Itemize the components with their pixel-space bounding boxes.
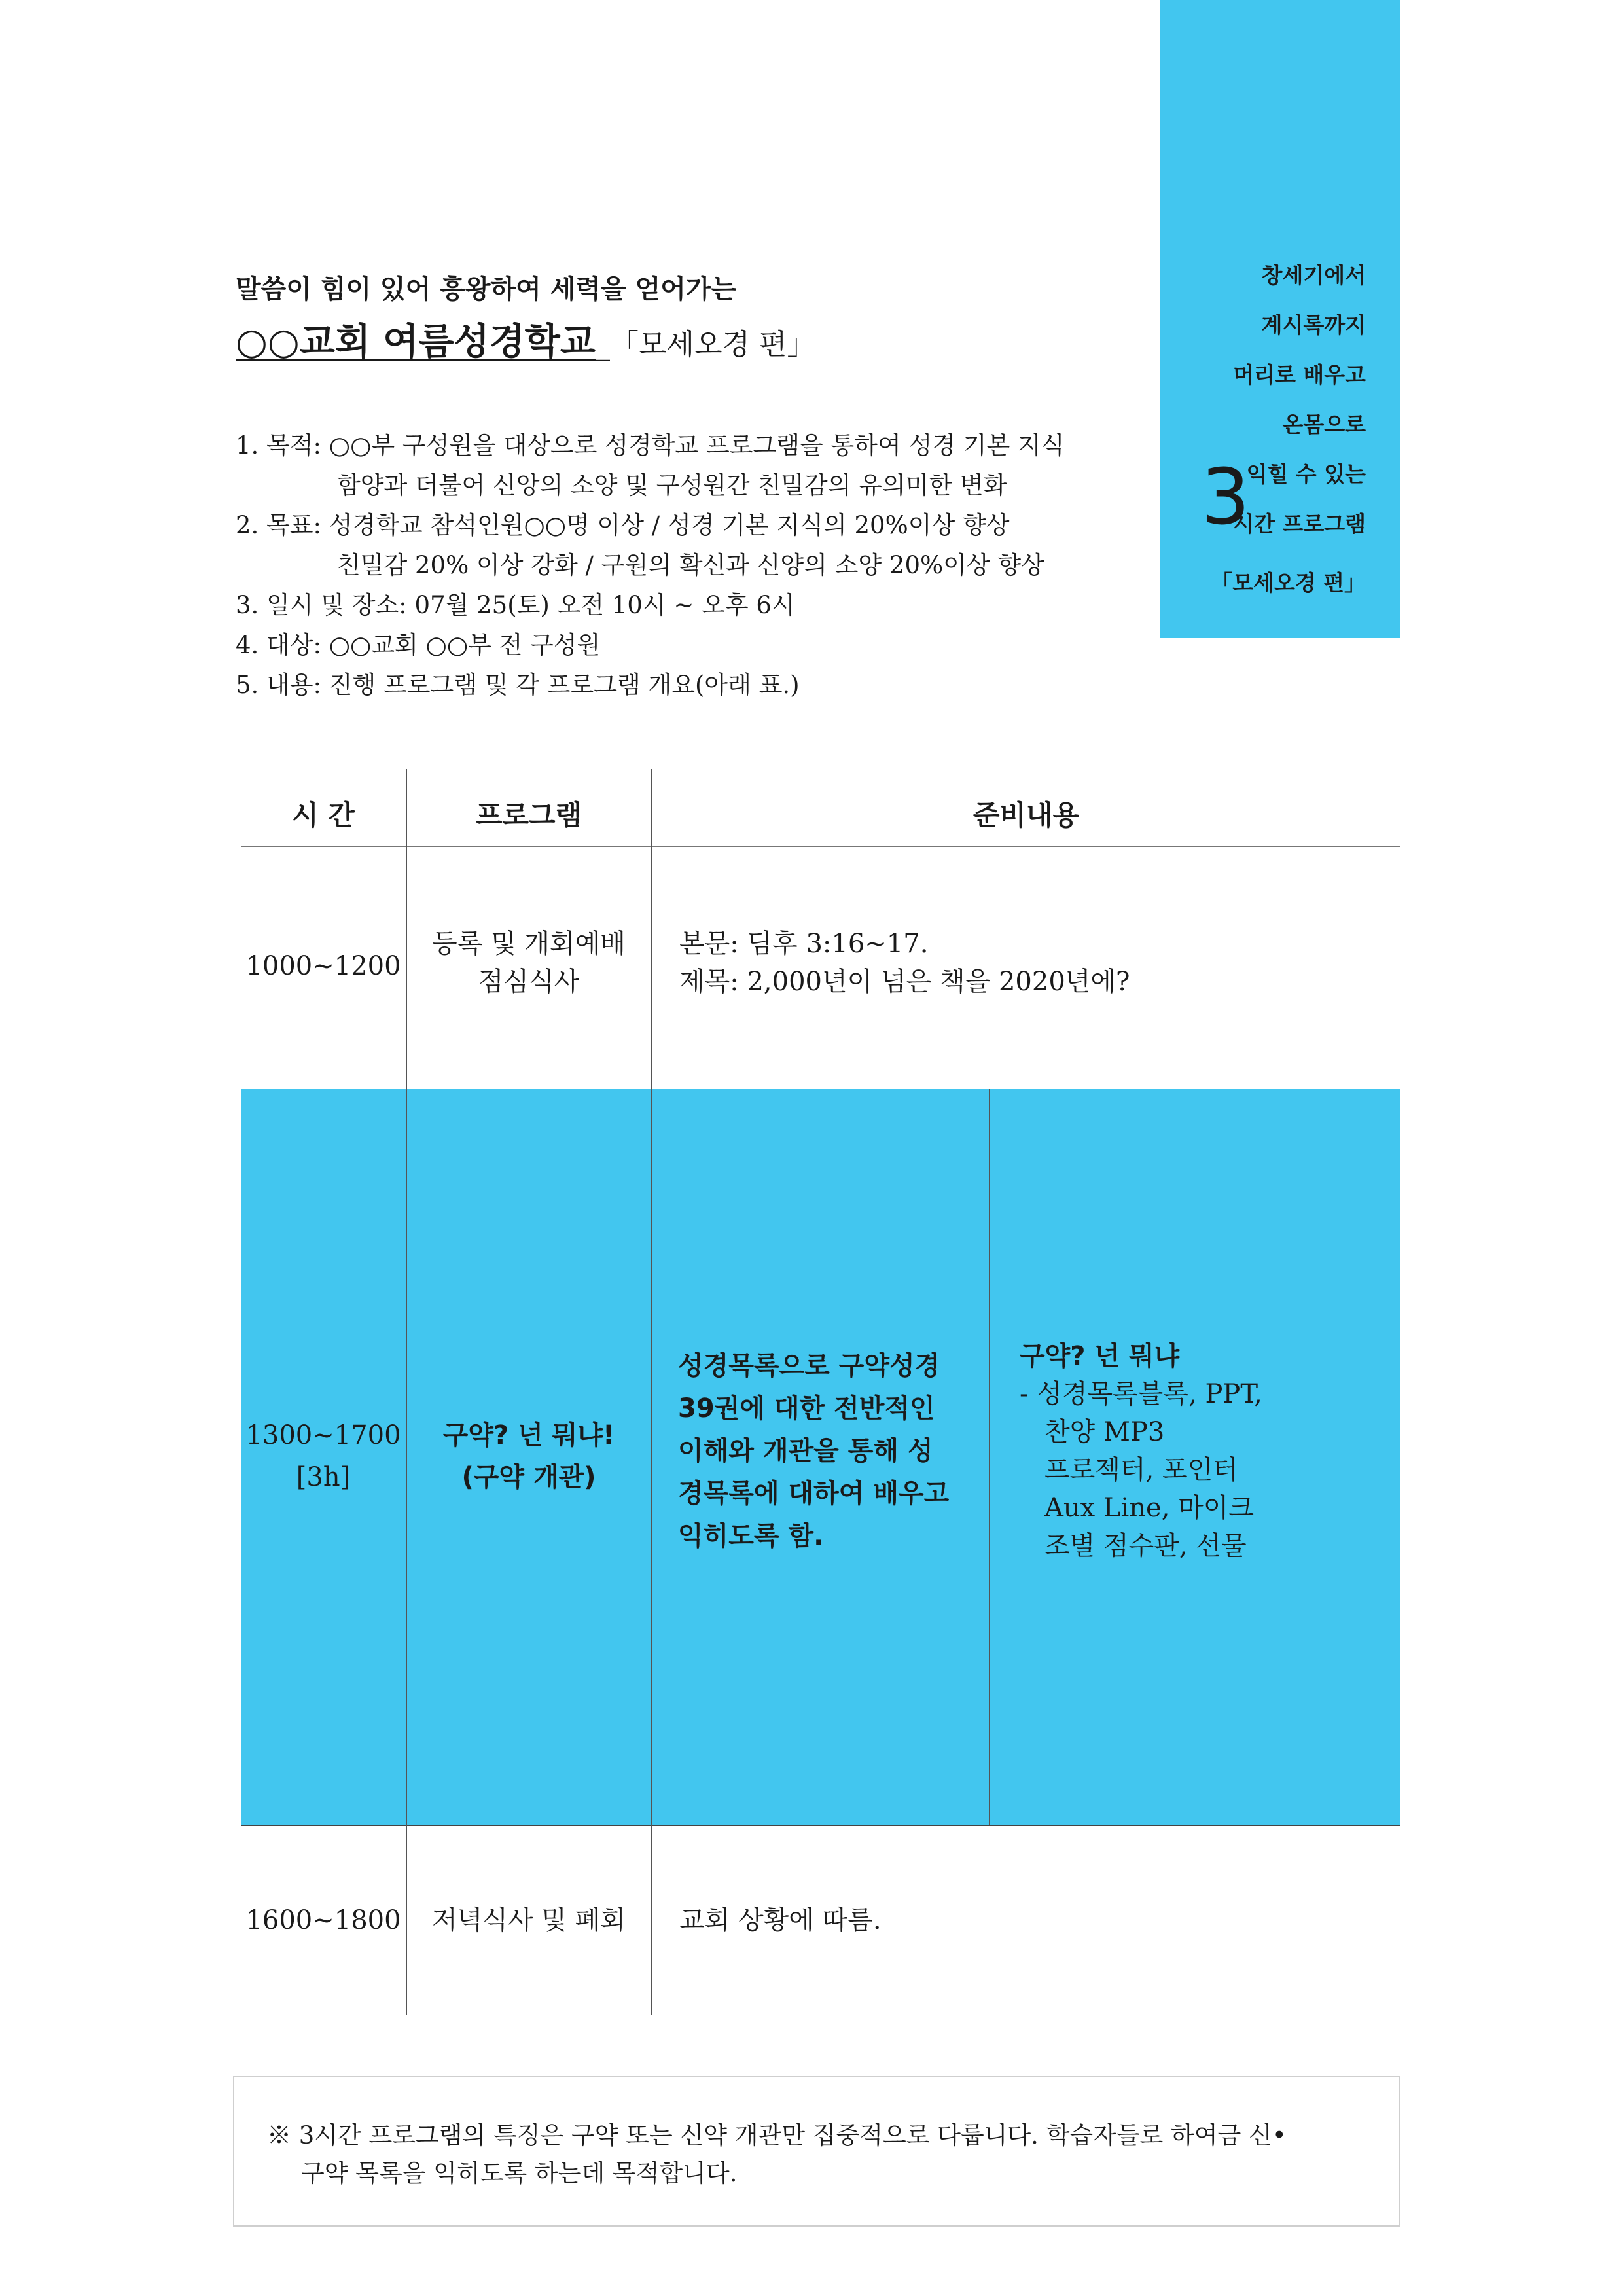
row2-time: [241, 1414, 406, 1498]
footnote-box: [233, 2076, 1400, 2227]
row1-program-line2: 점심식사: [478, 967, 580, 997]
banner-big-number: 3: [1201, 452, 1251, 542]
list-text: 성경학교 참석인원○○명 이상 / 성경 기본 지식의 20%이상 향상: [329, 511, 1010, 539]
program-banner: [1160, 0, 1400, 638]
footnote-line1: ※ 3시간 프로그램의 특징은 구약 또는 신약 개관만 집중적으로 다룹니다. 학습자들로 하여금 신•: [267, 2121, 1287, 2149]
row2-description: [678, 1345, 979, 1558]
banner-edition: 「모세오경 편」: [1211, 570, 1366, 596]
banner-line-4: 온몸으로: [1282, 412, 1366, 437]
row3-program: 저녁식사 및 폐회: [432, 1905, 626, 1935]
row2-program-line2: (구약 개관): [461, 1462, 596, 1492]
column-divider-2: [651, 769, 652, 2015]
banner-line-5: 익힐 수 있는: [1246, 461, 1366, 487]
header-program: 프로그램: [475, 799, 582, 831]
row1-time: 1000~1200: [245, 951, 401, 981]
list-label: 2. 목표:: [236, 511, 329, 539]
row2-materials-line: - 성경목록블록, PPT,: [1020, 1379, 1262, 1409]
row2-materials-title: 구약? 넌 뭐냐: [1020, 1341, 1180, 1371]
row2-program-line1: 구약? 넌 뭐냐!: [442, 1420, 615, 1450]
row1-prep-line2: 제목: 2,000년이 넘은 책을 2020년에?: [679, 967, 1130, 997]
banner-line-2: 계시록까지: [1261, 312, 1366, 338]
row1-program: [407, 925, 651, 1001]
schedule-table: [241, 769, 1400, 2015]
banner-line-3: 머리로 배우고: [1233, 362, 1366, 387]
row3-prep: 교회 상황에 따름.: [679, 1905, 882, 1935]
column-divider-3: [989, 1089, 990, 1825]
list-item-datetime: 3. 일시 및 장소: 07월 25(토) 오전 10시 ~ 오후 6시: [236, 591, 795, 619]
row1-prep-line1: 본문: 딤후 3:16~17.: [679, 929, 929, 959]
header-time: 시 간: [292, 799, 355, 831]
row1-prep: [679, 925, 1130, 1001]
title-suffix: _「모세오경 편」: [596, 328, 816, 361]
list-item-target: 4. 대상: ○○교회 ○○부 전 구성원: [236, 631, 601, 659]
row2-desc-line: 익히도록 함.: [678, 1521, 824, 1551]
header-divider: [241, 846, 1400, 847]
list-item-content: 5. 내용: 진행 프로그램 및 각 프로그램 개요(아래 표.): [236, 671, 800, 699]
row2-desc-line: 이해와 개관을 통해 성: [678, 1436, 933, 1466]
title-main: ○○교회 여름성경학교: [236, 321, 596, 363]
row2-materials-line: 조별 점수판, 선물: [1044, 1531, 1247, 1561]
row2-desc-line: 경목록에 대하여 배우고: [678, 1479, 950, 1509]
row2-materials-line: 프로젝터, 포인터: [1044, 1455, 1238, 1485]
footnote-line2: 구약 목록을 익히도록 하는데 목적합니다.: [301, 2159, 738, 2187]
row2-materials-line: 찬양 MP3: [1044, 1417, 1165, 1447]
row2-program: [407, 1414, 651, 1498]
footnote-text: [267, 2117, 1373, 2193]
row-divider: [241, 1825, 1400, 1826]
banner-line-1: 창세기에서: [1261, 262, 1366, 288]
list-text: ○○부 구성원을 대상으로 성경학교 프로그램을 통하여 성경 기본 지식: [329, 431, 1065, 459]
page-title: [236, 313, 816, 365]
list-item-purpose-cont: 함양과 더불어 신앙의 소양 및 구성원간 친밀감의 유의미한 변화: [337, 471, 1007, 499]
row1-program-line1: 등록 및 개회예배: [432, 929, 626, 959]
list-item-goal-cont: 친밀감 20% 이상 강화 / 구원의 확신과 신양의 소양 20%이상 향상: [337, 551, 1044, 579]
banner-duration-label: 시간 프로그램: [1233, 511, 1366, 537]
row2-materials-line: Aux Line, 마이크: [1044, 1493, 1255, 1523]
row2-desc-line: 39권에 대한 전반적인: [678, 1393, 935, 1424]
row2-desc-line: 성경목록으로 구약성경: [678, 1351, 940, 1381]
header-prep: 준비내용: [972, 799, 1080, 831]
page-subtitle: 말씀이 힘이 있어 흥왕하여 세력을 얻어가는: [236, 274, 737, 304]
row3-time: 1600~1800: [245, 1905, 401, 1935]
row2-time-duration: [3h]: [296, 1462, 351, 1492]
row2-time-line1: 1300~1700: [245, 1420, 401, 1450]
overview-list: [236, 425, 1064, 705]
row2-materials: [1020, 1337, 1393, 1565]
list-item-goal: [236, 505, 1064, 545]
list-item-purpose: [236, 425, 1064, 465]
list-label: 1. 목적:: [236, 431, 329, 459]
